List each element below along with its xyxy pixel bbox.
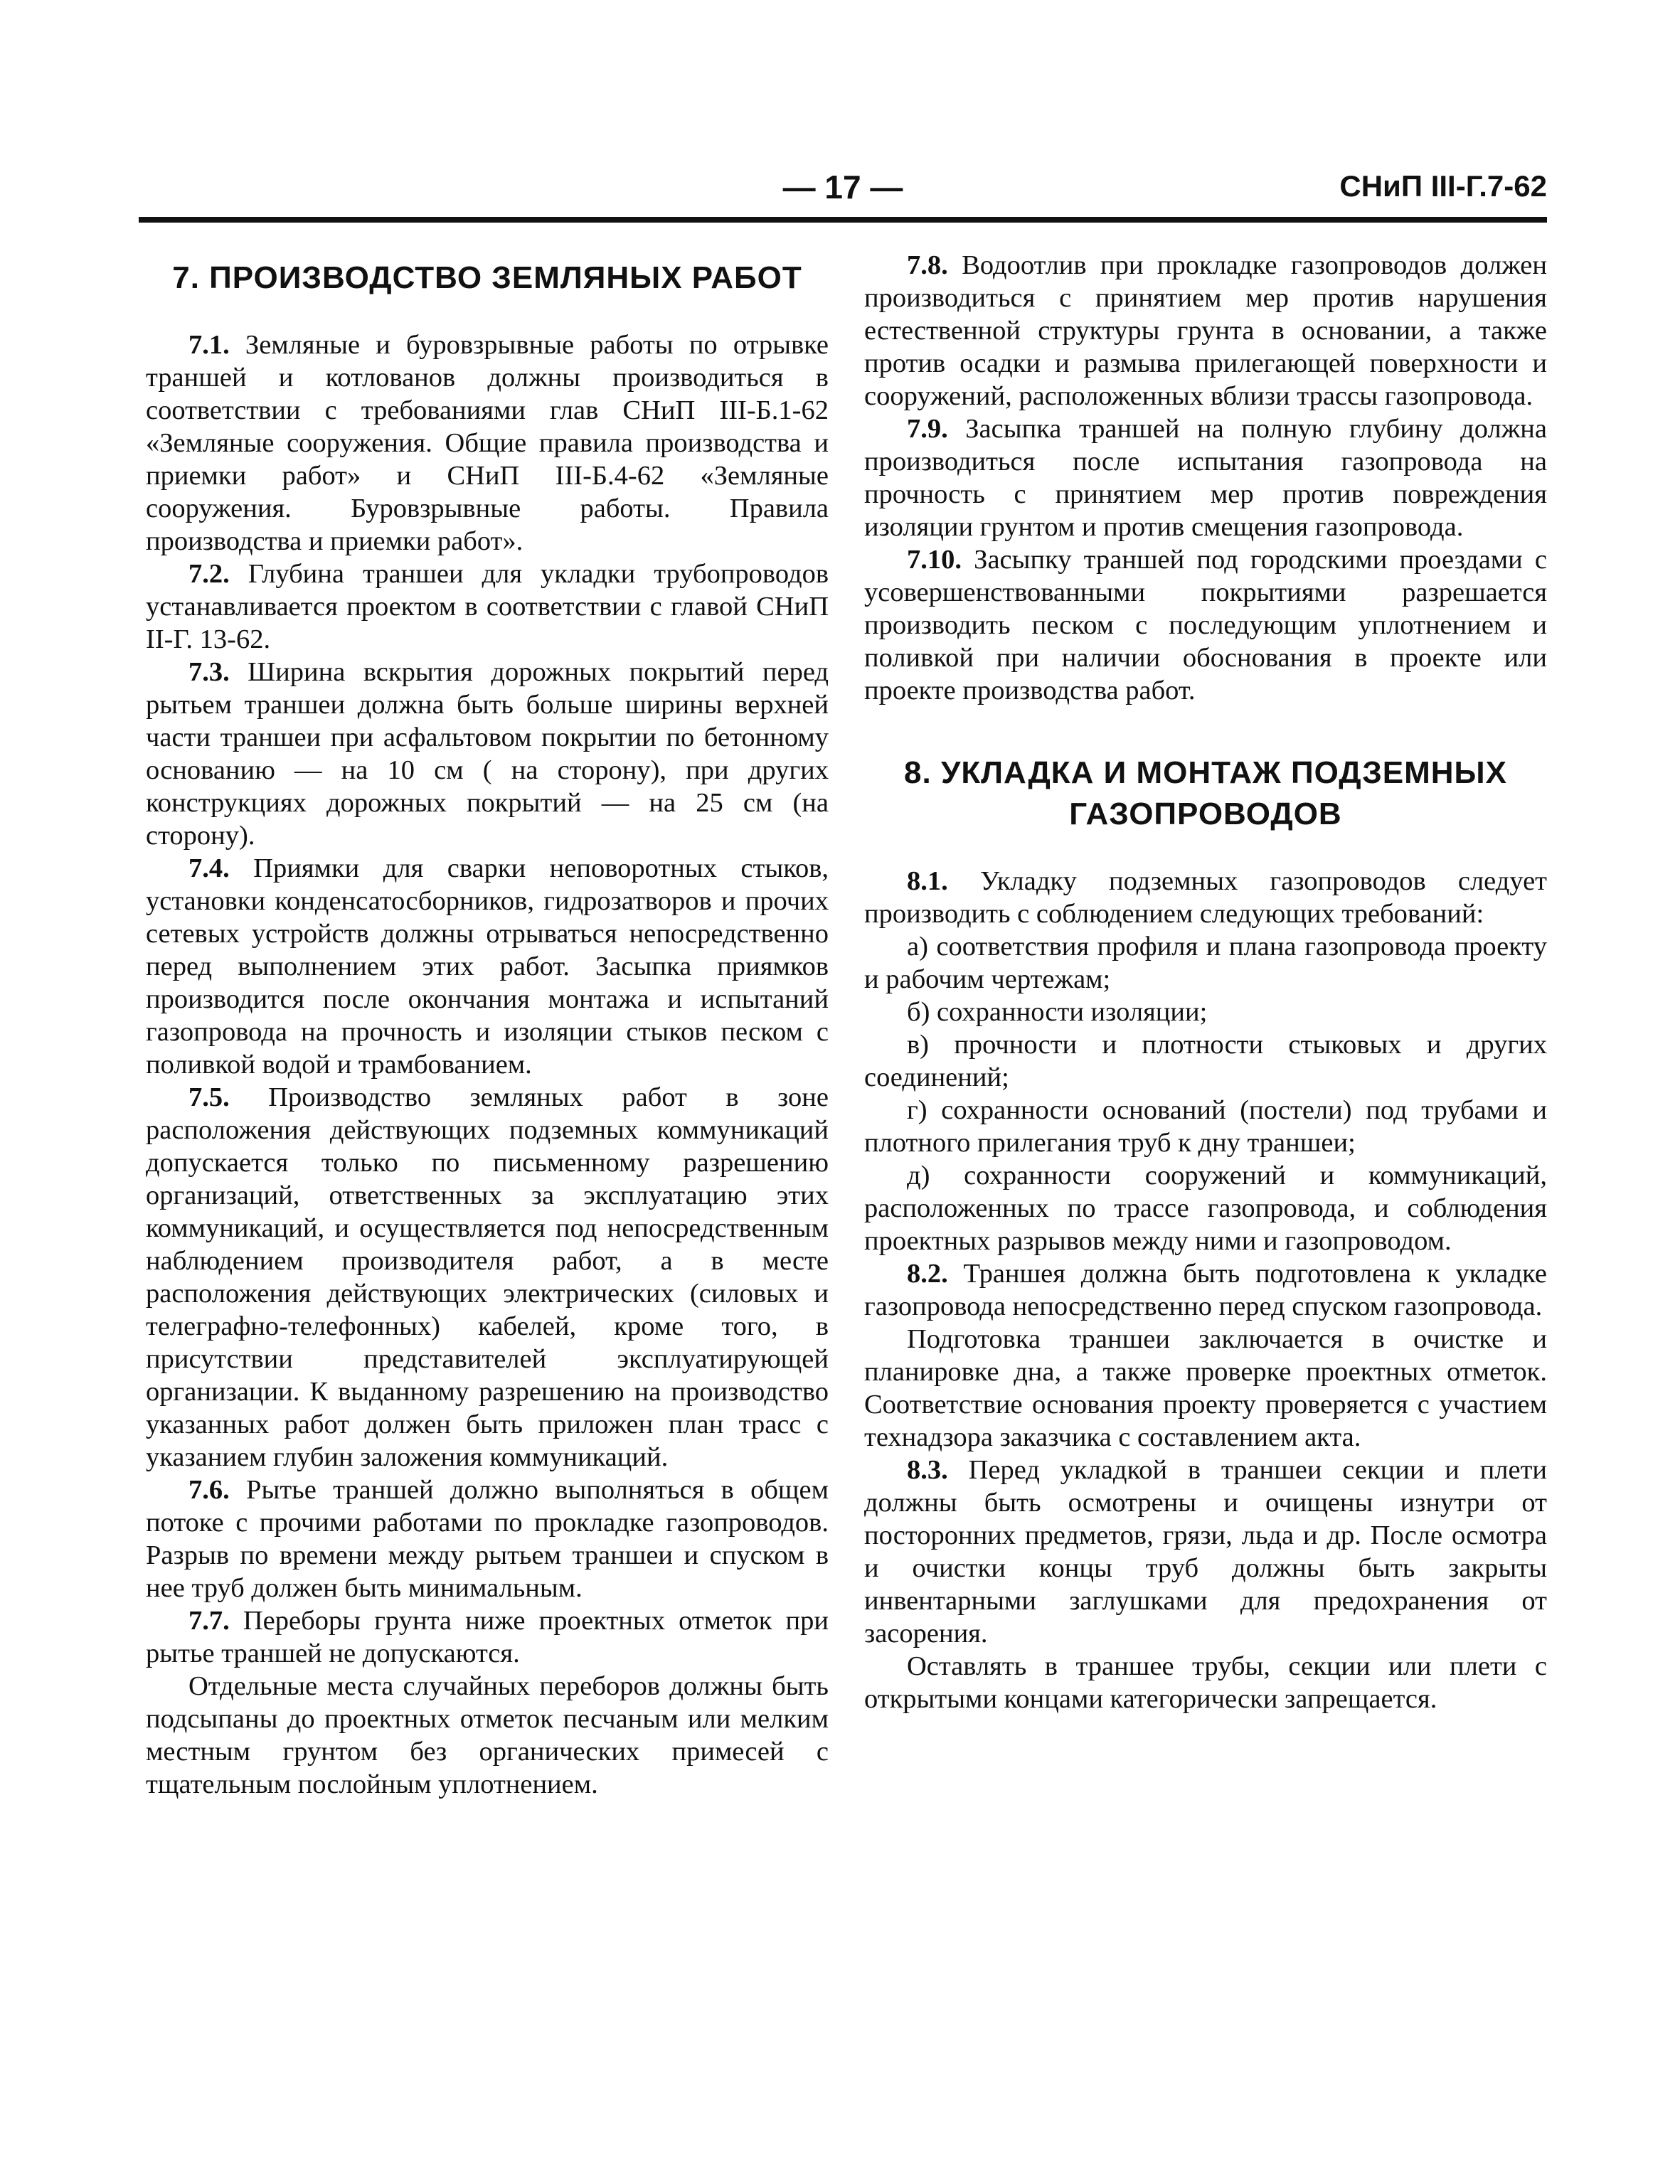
clause-text: Водоотлив при прокладке газопроводов должен производиться с принятием мер против нарушения естественной структуры грунта в основании, а также против осадки и размыва прилегающей поверхности и сооружений, расположенных вблизи трассы газопровода. (864, 250, 1548, 411)
left-column (146, 249, 829, 1801)
clause-text: Рытье траншей должно выполняться в общем потоке с прочими работами по прокладке газопроводов. Разрыв по времени между рытьем траншеи и спуском в нее труб должен быть минимальным. (146, 1475, 829, 1603)
paragraph-7-5 (146, 1081, 829, 1474)
paragraph-7-7-continued: Отдельные места случайных переборов должны быть подсыпаны до проектных отметок песчаным или мелким местным грунтом без органических примесей с тщательным послойным уплотнением. (146, 1671, 829, 1799)
list-item-a: а) соответствия профиля и плана газопровода проекту и рабочим чертежам; (864, 932, 1547, 994)
clause-text: Производство земляных работ в зоне расположения действующих подземных коммуникаций допускается только по письменному разрешению организаций, ответственных за эксплуатацию этих коммуникаций, и осуществляется под непосредственным наблюдением производителя работ, а в месте расположения действующих электрических (силовых и телеграфно-телефонных) кабелей, кроме того, в присутствии представителей эксплуатирующей организации. К выданному разрешению на производство указанных работ должен быть приложен план трасс с указанием глубин заложения коммуникаций. (146, 1082, 829, 1472)
clause-number: 7.1. (188, 330, 230, 360)
list-item-d: г) сохранности оснований (постели) под трубами и плотного прилегания труб к дну траншеи; (864, 1095, 1547, 1158)
list-item-b: б) сохранности изоляции; (907, 997, 1208, 1027)
paragraph-8-3 (864, 1454, 1547, 1650)
clause-number: 7.8. (907, 250, 948, 280)
clause-text: Засыпка траншей на полную глубину должна производиться после испытания газопровода на прочность с принятием мер против повреждения изоляции грунтом и против смещения газопровода. (864, 414, 1547, 542)
clause-text: Глубина траншеи для укладки трубопроводов устанавливается проектом в соответствии с главой СНиП II-Г. 13-62. (146, 559, 829, 654)
clause-text: Приямки для сварки неповоротных стыков, установки конденсатосборников, гидрозатворов и прочих сетевых устройств должны отрываться непосредственно перед выполнением этих работ. Засыпка приямков производится после окончания монтажа и испытаний газопровода на прочность и изоляции стыков песком с поливкой водой и трамбованием. (146, 853, 829, 1080)
clause-text: Укладку подземных газопроводов следует производить с соблюдением следующих требований: (864, 866, 1548, 929)
clause-text: Перед укладкой в траншеи секции и плети должны быть осмотрены и очищены изнутри от посторонних предметов, грязи, льда и др. После осмотра и очистки концы труб должны быть закрыты инвентарными заглушками для предохранения от засорения. (864, 1455, 1548, 1648)
clause-number: 7.5. (188, 1082, 230, 1112)
clause-text: Земляные и буровзрывные работы по отрывке траншей и котлованов должны производиться в соответствии с требованиями глав СНиП III-Б.1-62 «Земляные сооружения. Общие правила производства и приемки работ» и СНиП III-Б.4-62 «Земляные сооружения. Буровзрывные работы. Правила производства и приемки работ». (146, 330, 829, 556)
clause-number: 8.1. (907, 866, 948, 896)
list-item-e: д) сохранности сооружений и коммуникаций, расположенных по трассе газопровода, и соблюдения проектных разрывов между ними и газопроводом. (864, 1161, 1547, 1256)
paragraph-7-7 (146, 1604, 829, 1670)
clause-number: 8.2. (907, 1259, 948, 1289)
page-header (139, 168, 1547, 218)
clause-number: 7.2. (188, 559, 230, 589)
clause-number: 7.7. (188, 1606, 230, 1636)
header-rule (139, 217, 1547, 223)
paragraph-8-2-continued: Подготовка траншеи заключается в очистке и планировке дна, а также проверке проектных отметок. Соответствие основания проекту проверяется с участием технадзора заказчика с составлением акта. (864, 1324, 1547, 1452)
paragraph-7-6 (146, 1474, 829, 1604)
section-7-heading: 7. ПРОИЗВОДСТВО ЗЕМЛЯНЫХ РАБОТ (172, 260, 802, 295)
section-8-heading: 8. УКЛАДКА И МОНТАЖ ПОДЗЕМНЫХ ГАЗОПРОВОДОВ (904, 755, 1507, 831)
paragraph-7-8 (864, 249, 1547, 412)
clause-text: Траншея должна быть подготовлена к укладке газопровода непосредственно перед спуском газопровода. (864, 1259, 1548, 1321)
clause-number: 7.4. (188, 853, 230, 883)
page-number: — 17 — (782, 169, 903, 206)
list-item-c: в) прочности и плотности стыковых и других соединений; (864, 1030, 1547, 1092)
paragraph-7-4 (146, 852, 829, 1081)
paragraph-7-9 (864, 412, 1547, 543)
clause-number: 7.10. (907, 545, 962, 575)
clause-text: Переборы грунта ниже проектных отметок при рытье траншей не допускаются. (146, 1606, 829, 1668)
paragraph-8-2 (864, 1257, 1547, 1323)
document-code: СНиП III-Г.7-62 (1339, 169, 1547, 203)
clause-number: 7.6. (188, 1475, 230, 1505)
clause-text: Засыпку траншей под городскими проездами с усовершенствованными покрытиями разрешается производить песком с последующим уплотнением и поливкой при наличии обоснования в проекте или проекте производства работ. (864, 545, 1547, 705)
clause-number: 7.3. (188, 657, 230, 687)
clause-text: Ширина вскрытия дорожных покрытий перед рытьем траншеи должна быть больше ширины верхней части траншеи при асфальтовом покрытии по бетонному основанию — на 10 см ( на сторону), при других конструкциях дорожных покрытий — на 25 см (на сторону). (146, 657, 829, 851)
paragraph-7-1 (146, 329, 829, 558)
paragraph-7-10 (864, 543, 1547, 707)
clause-number: 7.9. (907, 414, 948, 444)
paragraph-7-3 (146, 656, 829, 852)
paragraph-8-1 (864, 865, 1547, 930)
clause-number: 8.3. (907, 1455, 948, 1485)
right-column (864, 249, 1547, 1715)
paragraph-8-3-continued: Оставлять в траншее трубы, секции или плети с открытыми концами категорически запрещается. (864, 1651, 1547, 1714)
paragraph-7-2 (146, 558, 829, 656)
